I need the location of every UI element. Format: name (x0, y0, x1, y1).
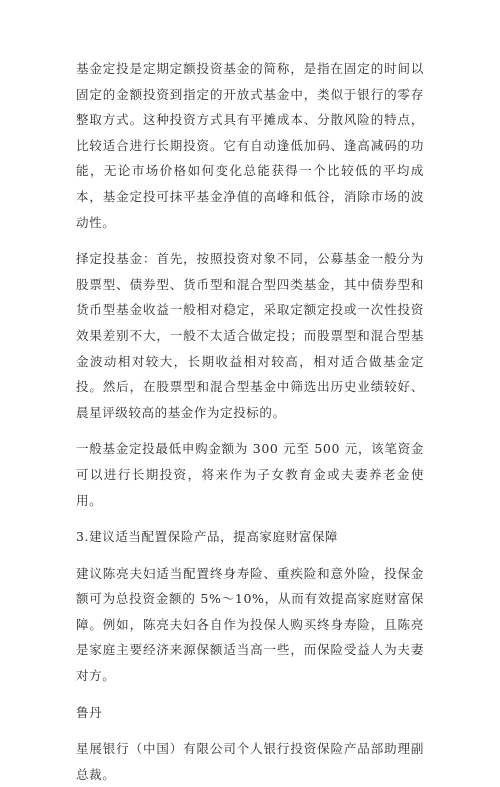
paragraph-minimum-amount: 一般基金定投最低申购金额为 300 元至 500 元，该笔资金可以进行长期投资，将来作为子女教育金或夫妻养老金使用。 (76, 441, 424, 508)
section-heading-insurance: 3.建议适当配置保险产品，提高家庭财富保障 (76, 529, 339, 545)
paragraph-fund-selection: 择定投基金：首先，按照投资对象不同，公募基金一般分为股票型、债券型、货币型和混合型四类基金，其中债券型和货币型基金收益一般相对稳定，采取定额定投或一次性投资效果差别不大，一般不太适合做定投；而股票型和混合型基金波动相对较大，长期收益相对较高，相对适合做基金定投。然后，在股票型和混合型基金中筛选出历史业绩较好、晨星评级较高的基金作为定投标的。 (76, 251, 424, 420)
paragraph-insurance-advice: 建议陈亮夫妇适当配置终身寿险、重疾险和意外险，投保金额可为总投资金额的 5%～10%，从而有效提高家庭财富保障。例如，陈亮夫妇各自作为投保人购买终身寿险，且陈亮是家庭主要经济来源保额适当高一些，而保险受益人为夫妻对方。 (76, 565, 424, 684)
author-title: 星展银行（中国）有限公司个人银行投资保险产品部助理副总裁。 (76, 741, 424, 782)
paragraph-fund-definition: 基金定投是定期定额投资基金的简称，是指在固定的时间以固定的金额投资到指定的开放式基金中，类似于银行的零存整取方式。这种投资方式具有平摊成本、分散风险的特点，比较适合进行长期投资。它有自动逢低加码、逢高减码的功能，无论市场价格如何变化总能获得一个比较低的平均成本，基金定投可抹平基金净值的高峰和低谷，消除市场的波动性。 (76, 61, 424, 230)
author-name: 鲁丹 (76, 704, 103, 720)
